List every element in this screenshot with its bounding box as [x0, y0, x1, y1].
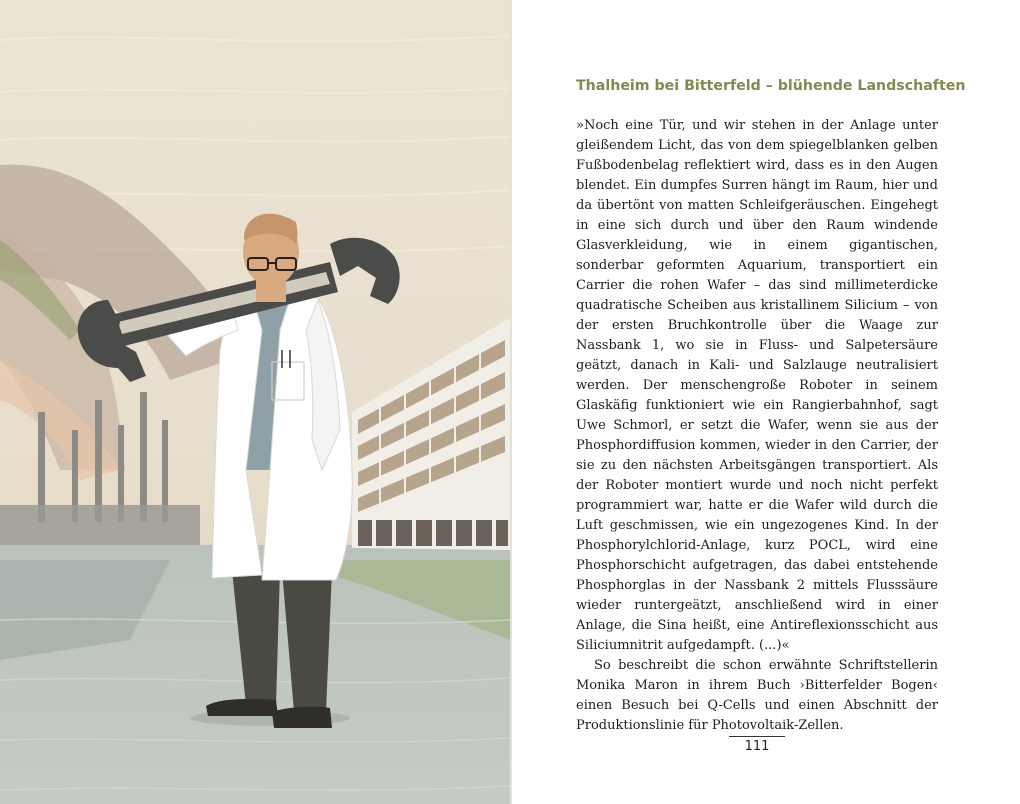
- factory-silhouette: [0, 505, 200, 550]
- chapter-heading: Thalheim bei Bitterfeld – blühende Landschaften: [576, 78, 966, 94]
- body-paragraph-quote: »Noch eine Tür, und wir stehen in der Anlage unter gleißendem Licht, das von dem spiegelblanken gelben Fußbodenbelag reflektiert wird, dass es in den Augen blendet. Ein dumpfes Surren hängt im Raum, hier und da übertönt von matten Schleifgeräuschen. Eingehegt in eine sich durch und über den Raum windende Glasverkleidung, wie in einem gigantischen, sonderbar geformten Aquarium, transportiert ein Carrier die rohen Wafer – das sind millimeterdicke quadratische Scheiben aus kristallinem Silicium – von der ersten Bruchkontrolle über die Waage zur Nassbank 1, wo sie in Fluss- und Salpetersäure geätzt, danach in Kali- und Salzlauge neutralisiert werden. Der menschengroße Roboter in seinem Glaskäfig funktioniert wie ein Rangierbahnhof, sagt Uwe Schmorl, er setzt die Wafer, wenn sie aus der Phosphordiffusion kommen, wieder in den Carrier, der sie zu den nächsten Arbeitsgängen transportiert. Als der Roboter montiert wurde und noch nicht perfekt programmiert war, hatte er die Wafer wild durch die Luft geschmissen, wie ein ungezogenes Kind. In der Phosphorylchlorid-Anlage, kurz POCL, wird eine Phosphorschicht aufgetragen, das dabei entstehende Phosphorglas in der Nassbank 2 mittels Flusssäure wieder runtergeätzt, anschließend wird in einer Anlage, die Sina heißt, eine Antireflexionsschicht aus Siliciumnitrit aufgedampft. (...)«: [576, 118, 938, 653]
- body-paragraph-commentary: So beschreibt die schon erwähnte Schriftstellerin Monika Maron in ihrem Buch ›Bitterfelder Bogen‹ einen Besuch bei Q-Cells und einen Abschnitt der Produktionslinie für Photovoltaik-Zellen.: [576, 658, 938, 733]
- body-text: [576, 116, 938, 736]
- folio-rule: [729, 736, 785, 737]
- page-number: 111: [744, 739, 770, 754]
